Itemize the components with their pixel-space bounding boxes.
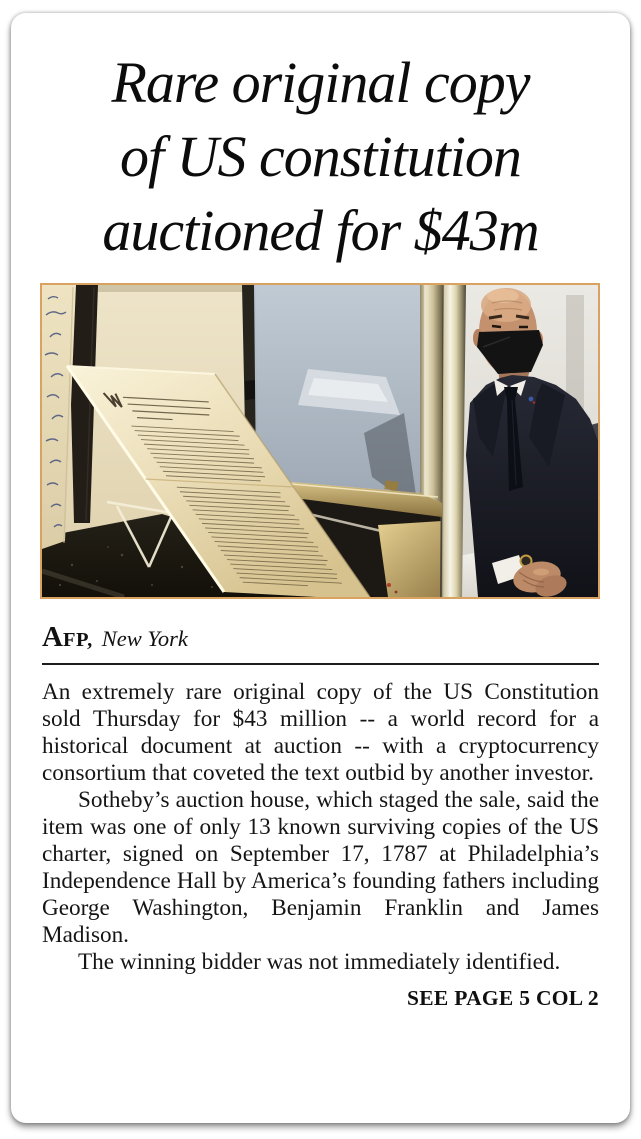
- body-paragraph-2: Sotheby’s auction house, which staged the sale, said the item was one of only 13 known surviving copies of the US charter, signed on September 17, 1787 at Philadelphia’s Independence Hall by America’s founding fathers including George Washington, Benjamin Franklin and James Madison.: [42, 787, 599, 948]
- byline: [42, 623, 599, 656]
- constitution-display-photo: [42, 285, 598, 597]
- gold-frame: [420, 285, 442, 503]
- byline-agency: FP,: [62, 629, 93, 651]
- headline: [25, 46, 616, 268]
- article-photo: [40, 283, 600, 599]
- byline-location: New York: [101, 626, 188, 651]
- newspaper-clipping-card: [11, 13, 630, 1123]
- body-paragraph-3: The winning bidder was not immediately identified.: [78, 949, 561, 975]
- headline-line-2: of US constitution: [120, 124, 521, 189]
- headline-line-3: auctioned for $43m: [102, 198, 539, 263]
- case-hinge: [245, 380, 255, 400]
- byline-divider: [42, 663, 599, 665]
- lapel-pin: [529, 397, 534, 402]
- headline-line-1: Rare original copy: [111, 50, 530, 115]
- body-paragraph-1: An extremely rare original copy of the US Constitution sold Thursday for $43 million -- a world record for a historical document at auction -- with a cryptocurrency consortium that coveted the text outbid by another investor.: [42, 679, 599, 786]
- byline-agency-initial: A: [42, 621, 63, 653]
- see-page-reference: SEE PAGE 5 COL 2: [407, 986, 599, 1010]
- case-metal-edge: [440, 285, 466, 597]
- article-body: [42, 679, 599, 976]
- wall-top-shadow: [76, 285, 258, 292]
